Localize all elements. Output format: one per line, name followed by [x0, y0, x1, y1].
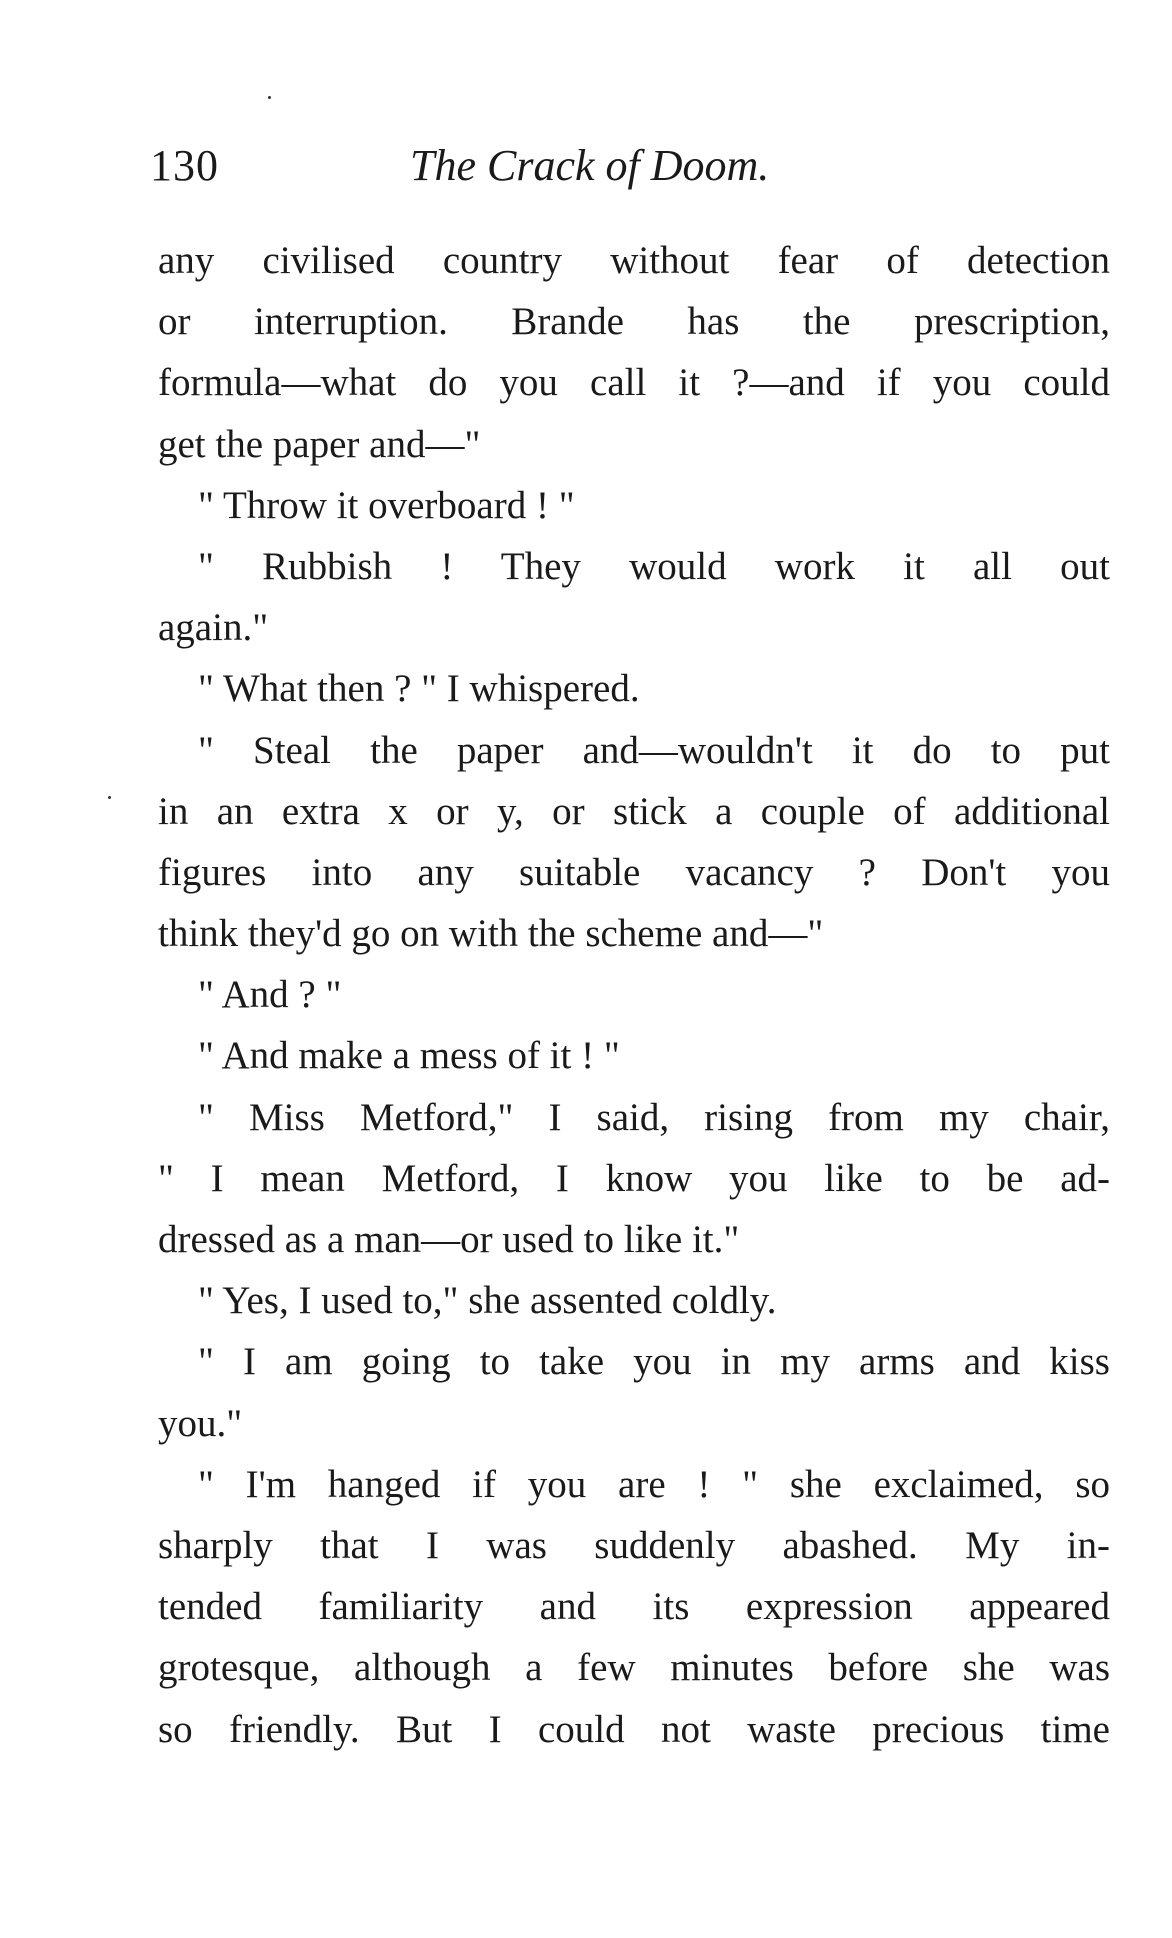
text-line: get the paper and—" [158, 422, 481, 466]
text-line: " Steal the paper and—wouldn't it do to put [198, 728, 1110, 772]
text-line: dressed as a man—or used to like it." [158, 1218, 740, 1261]
text-line: " Rubbish ! They would work it all out [198, 544, 1110, 588]
body-text [158, 230, 1110, 1760]
text-line: " I mean Metford, I know you like to be ad- [158, 1156, 1110, 1200]
text-line: think they'd go on with the scheme and—" [158, 912, 824, 956]
text-line: sharply that I was suddenly abashed. My in- [158, 1523, 1110, 1567]
text-line: in an extra x or y, or stick a couple of additional [158, 789, 1110, 833]
text-line: again." [158, 606, 269, 650]
page-header [150, 140, 1030, 200]
text-line: so friendly. But I could not waste precious time [158, 1707, 1110, 1751]
text-line: " I am going to take you in my arms and kiss [198, 1340, 1110, 1384]
paper-speck [108, 796, 111, 799]
running-title: The Crack of Doom. [410, 141, 770, 190]
text-line: " Throw it overboard ! " [198, 483, 575, 527]
text-line: " Miss Metford," I said, rising from my chair, [198, 1095, 1110, 1139]
text-line: " What then ? " I whispered. [198, 667, 640, 711]
text-line: formula—what do you call it ?—and if you could [158, 361, 1110, 405]
text-line: figures into any suitable vacancy ? Don't you [158, 850, 1110, 894]
text-line: any civilised country without fear of detection [158, 239, 1110, 282]
text-line: " Yes, I used to," she assented coldly. [198, 1279, 777, 1323]
text-line: " I'm hanged if you are ! " she exclaimed, so [198, 1462, 1110, 1506]
text-line: " And ? " [198, 973, 342, 1017]
text-line: or interruption. Brande has the prescription, [158, 300, 1110, 344]
text-line: you." [158, 1401, 243, 1445]
page-number: 130 [150, 141, 219, 190]
text-line: grotesque, although a few minutes before she was [158, 1646, 1110, 1690]
paper-speck [268, 96, 271, 99]
text-line: tended familiarity and its expression appeared [158, 1585, 1110, 1629]
text-line: " And make a mess of it ! " [198, 1034, 620, 1078]
